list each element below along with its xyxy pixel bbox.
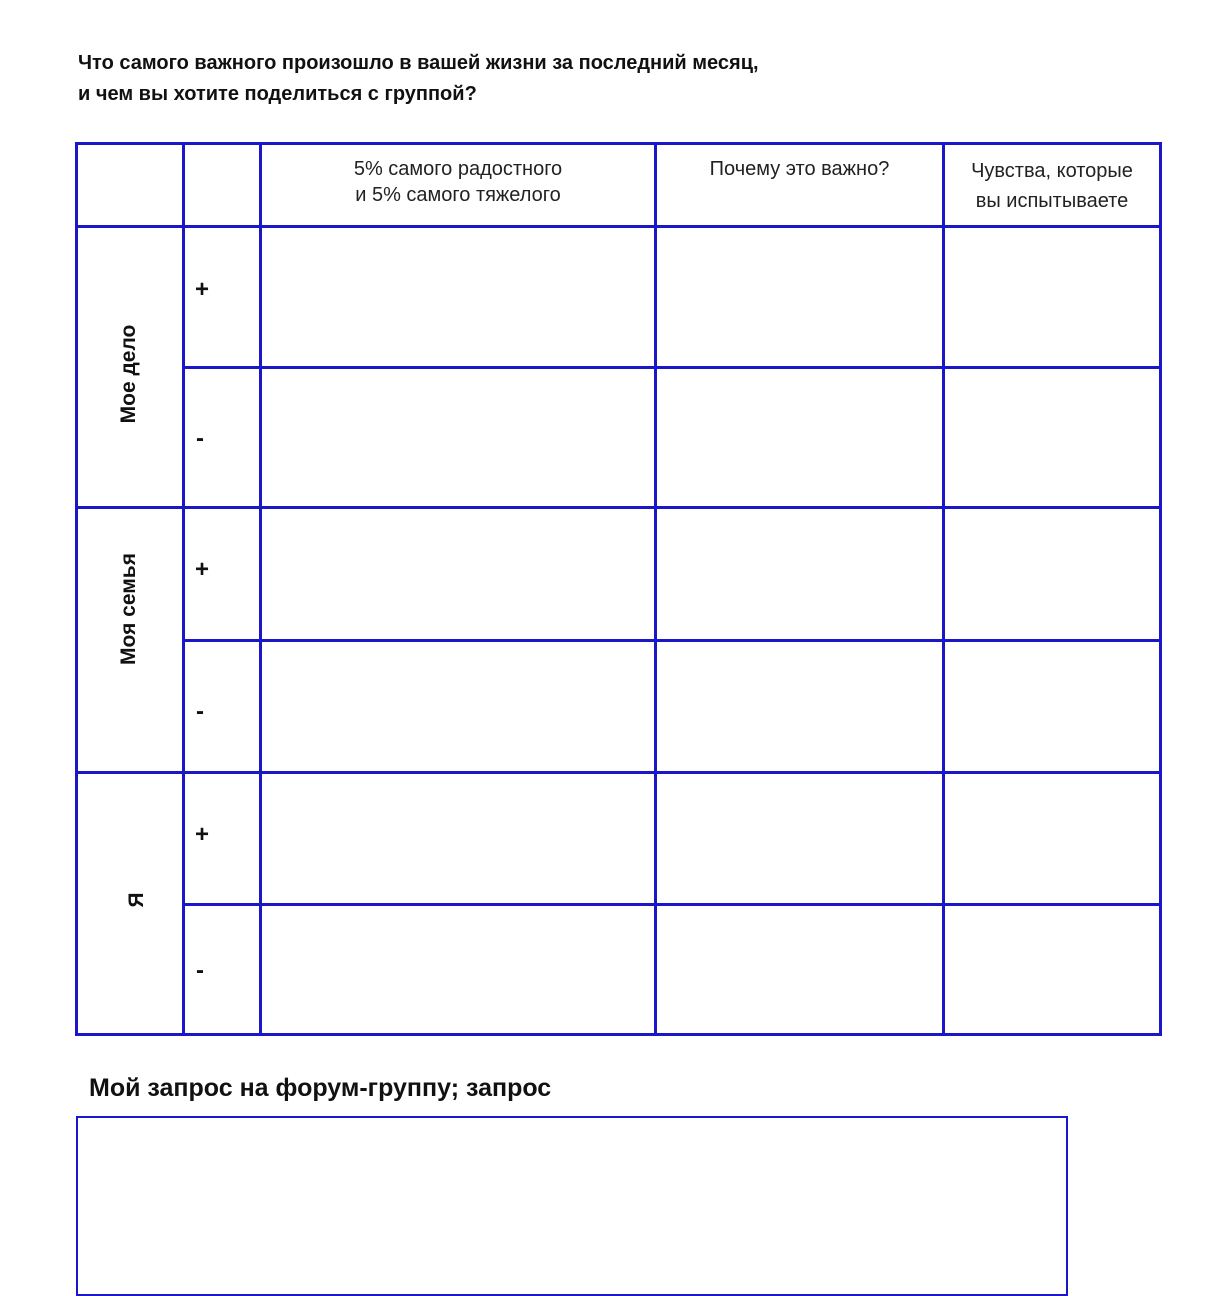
cell-me-plus-why[interactable] [657, 774, 942, 903]
cell-family-plus-joy[interactable] [262, 509, 654, 639]
request-input-box[interactable] [76, 1116, 1068, 1296]
cell-work-minus-joy[interactable] [262, 369, 654, 506]
cell-family-plus-why[interactable] [657, 509, 942, 639]
cell-family-minus-joy[interactable] [262, 642, 654, 771]
cell-work-plus-why[interactable] [657, 228, 942, 366]
cell-me-minus-feelings[interactable] [945, 906, 1159, 1033]
table-border-top [75, 142, 1162, 145]
cell-me-minus-why[interactable] [657, 906, 942, 1033]
question-line-1: Что самого важного произошло в вашей жизни за последний месяц, [78, 52, 759, 74]
row-label-me: Я [125, 892, 148, 908]
row-label-my-work: Мое дело [117, 324, 140, 424]
cell-me-plus-feelings[interactable] [945, 774, 1159, 903]
cell-me-minus-joy[interactable] [262, 906, 654, 1033]
sign-plus-me: + [194, 821, 209, 848]
row-label-my-family: Моя семья [117, 553, 140, 665]
table-border-bottom [75, 1033, 1162, 1036]
cell-work-minus-feelings[interactable] [945, 369, 1159, 506]
cell-work-minus-why[interactable] [657, 369, 942, 506]
header-joy-line-1: 5% самого радостного [353, 158, 563, 180]
header-feelings-line-1: Чувства, которые [971, 160, 1133, 182]
header-feelings-line-2: вы испытываете [975, 190, 1129, 212]
cell-family-plus-feelings[interactable] [945, 509, 1159, 639]
request-title: Мой запрос на форум-группу; запрос [89, 1074, 552, 1102]
header-joy-hardship [262, 156, 654, 208]
sign-minus-me: - [196, 957, 204, 984]
header-why-important: Почему это важно? [709, 158, 890, 180]
sign-minus-family: - [196, 698, 204, 725]
question-line-2: и чем вы хотите поделиться с группой? [78, 83, 477, 105]
sign-minus-work: - [196, 425, 204, 452]
sign-plus-work: + [194, 276, 209, 303]
reflection-table [75, 142, 1162, 1036]
cell-me-plus-joy[interactable] [262, 774, 654, 903]
table-border-right [1159, 142, 1162, 1036]
sign-plus-family: + [194, 556, 209, 583]
table-border-left [75, 142, 78, 1036]
table-divider-label [182, 142, 185, 1036]
cell-work-plus-feelings[interactable] [945, 228, 1159, 366]
header-feelings [945, 156, 1159, 216]
cell-family-minus-why[interactable] [657, 642, 942, 771]
header-joy-line-2: и 5% самого тяжелого [355, 184, 561, 206]
cell-work-plus-joy[interactable] [262, 228, 654, 366]
form-question [78, 48, 759, 110]
cell-family-minus-feelings[interactable] [945, 642, 1159, 771]
